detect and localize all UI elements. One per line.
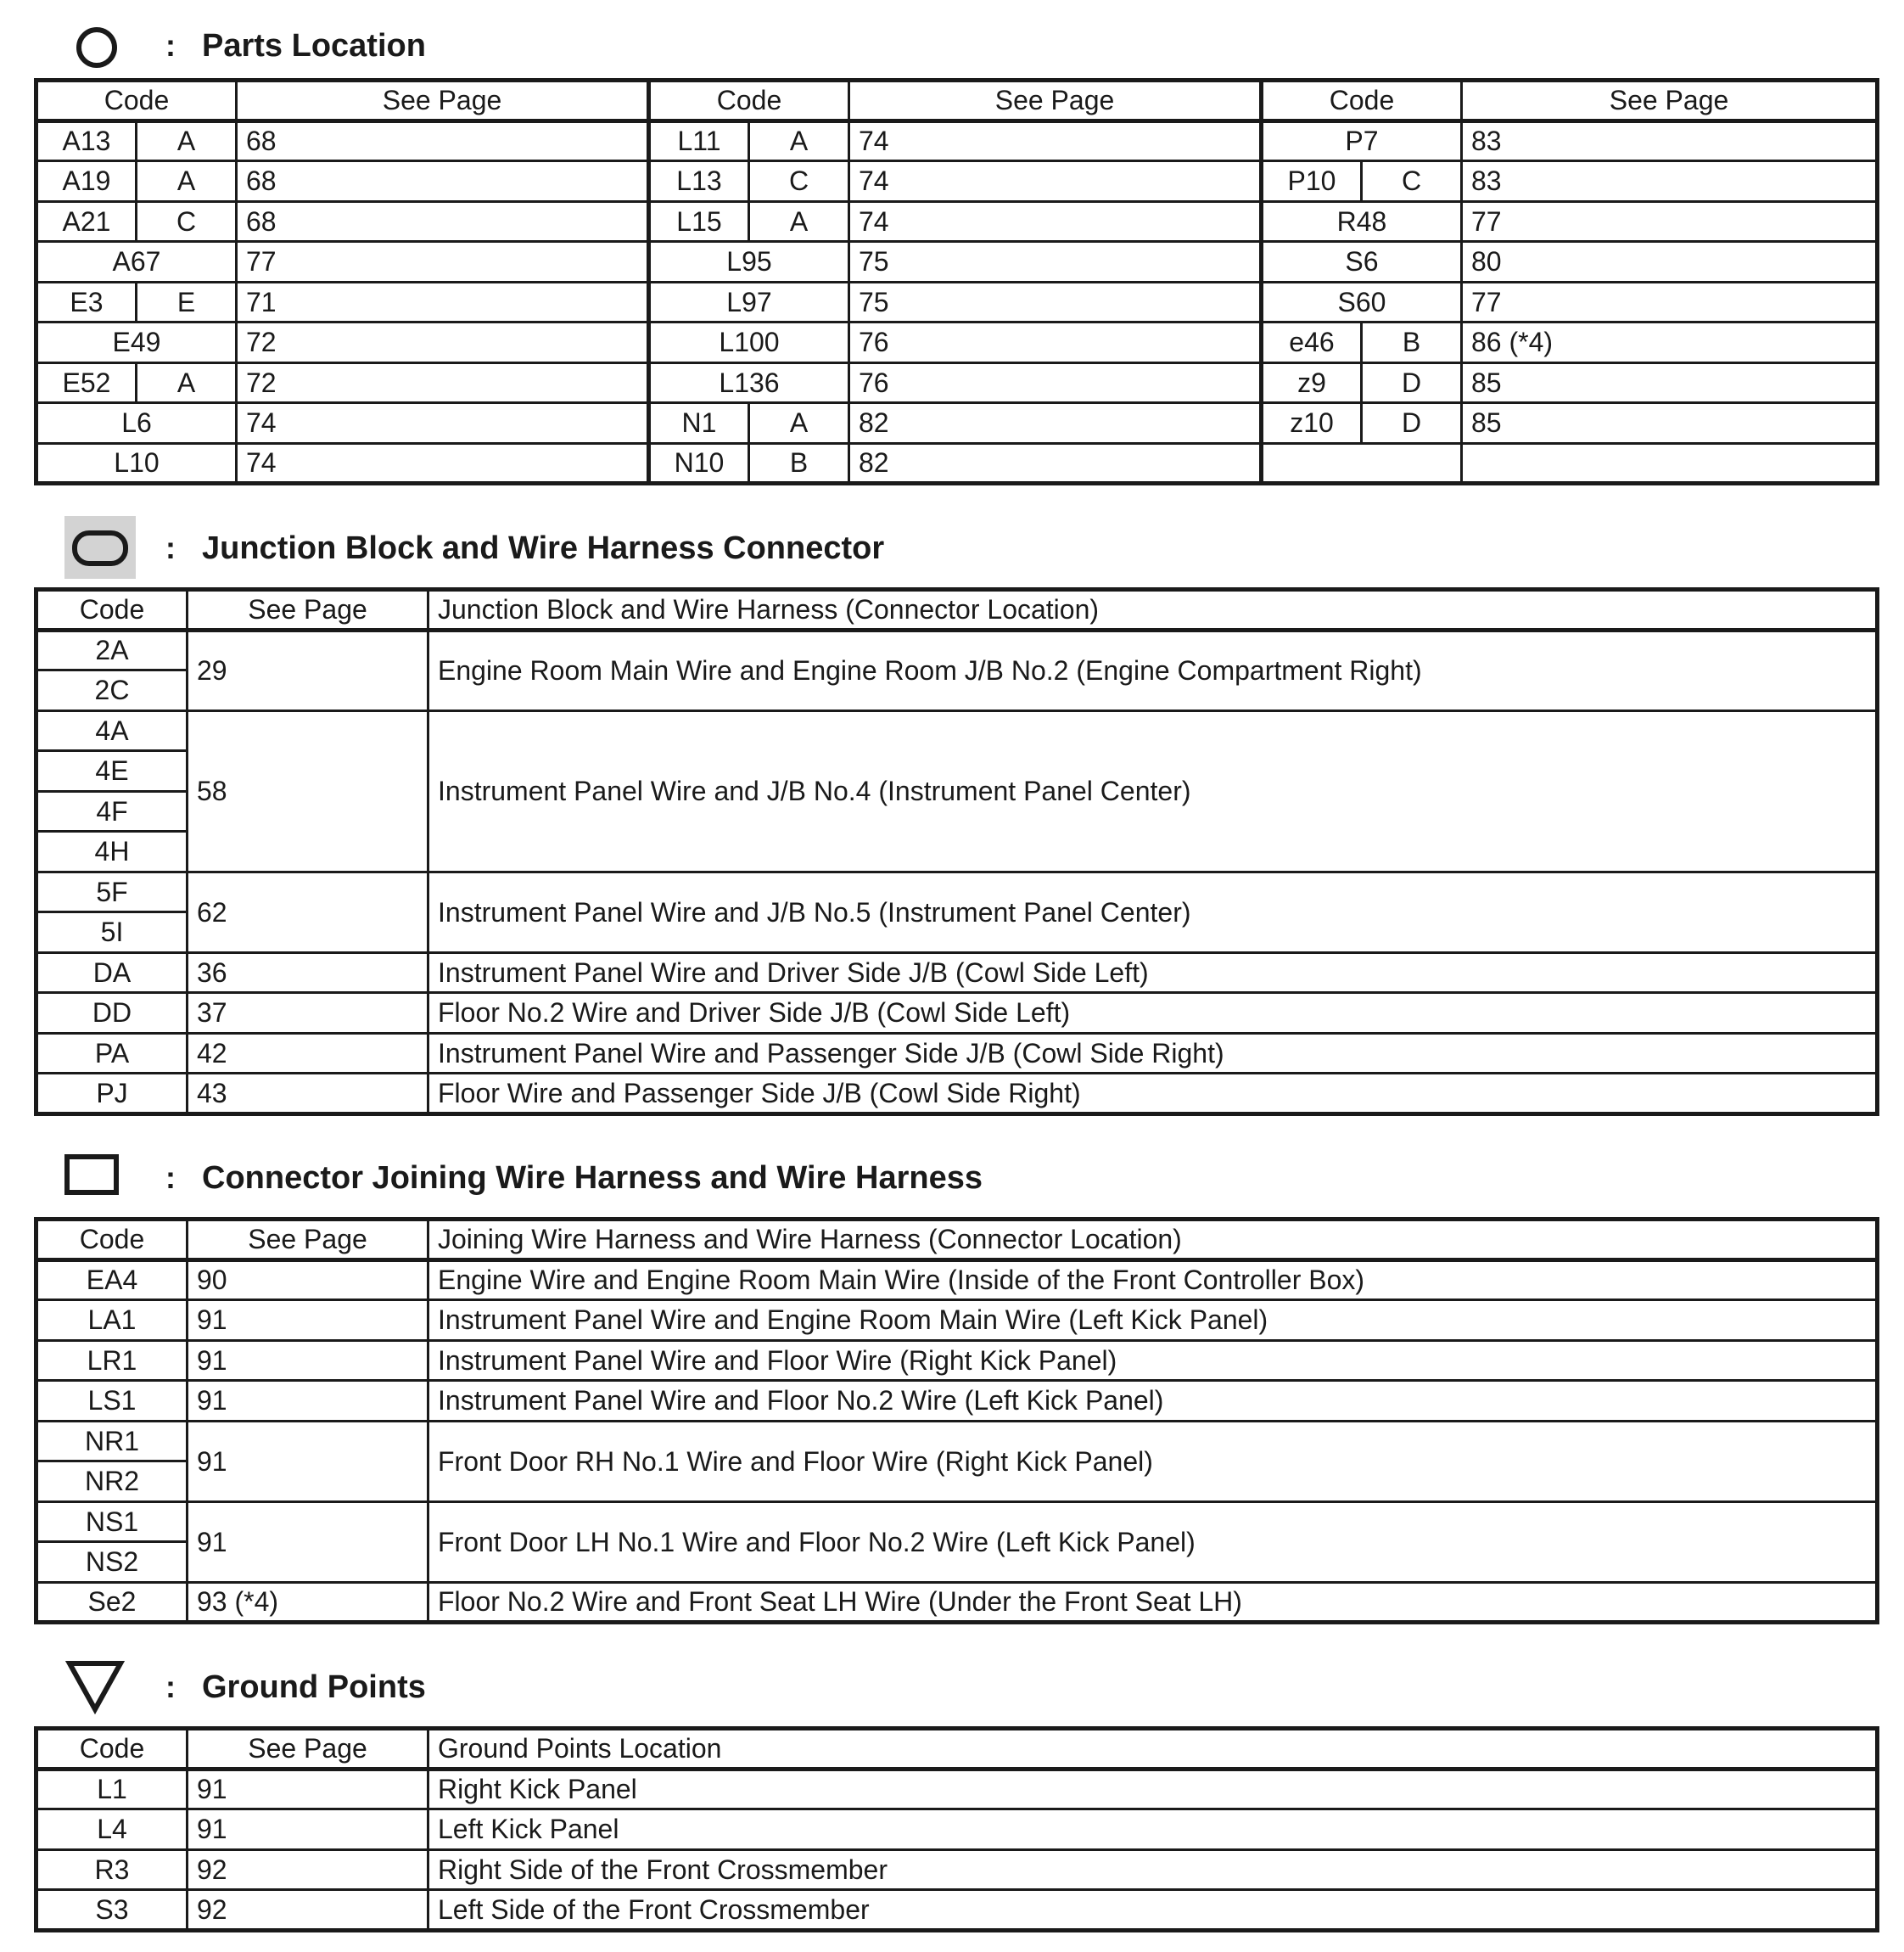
rounded-rect-icon xyxy=(64,516,136,579)
see-page-header: See Page xyxy=(188,1729,428,1770)
see-page-value: 82 xyxy=(849,403,1262,444)
code-cell: LA1 xyxy=(36,1300,188,1341)
see-page-value: 76 xyxy=(849,323,1262,363)
location-cell: Right Side of the Front Crossmember xyxy=(428,1849,1878,1890)
see-page-value: 71 xyxy=(237,282,649,323)
table-row xyxy=(36,1809,1878,1850)
see-page-value: 93 (*4) xyxy=(188,1582,428,1623)
see-page-value: 92 xyxy=(188,1849,428,1890)
location-cell: Floor Wire and Passenger Side J/B (Cowl Side Right) xyxy=(428,1074,1878,1114)
table-header-row xyxy=(36,1729,1878,1770)
code-cell: 4F xyxy=(36,791,188,832)
table-row xyxy=(36,242,1878,283)
table-row xyxy=(36,872,1878,912)
code-cell: PA xyxy=(36,1033,188,1074)
location-cell: Instrument Panel Wire and Floor Wire (Right Kick Panel) xyxy=(428,1340,1878,1381)
see-page-header: See Page xyxy=(849,81,1262,121)
see-page-value: 72 xyxy=(237,323,649,363)
location-cell: Floor No.2 Wire and Driver Side J/B (Cowl Side Left) xyxy=(428,993,1878,1034)
table-row xyxy=(36,1769,1878,1809)
see-page-value: 36 xyxy=(188,952,428,993)
see-page-value: 74 xyxy=(849,121,1262,161)
part-code: S6 xyxy=(1262,242,1462,283)
see-page-value: 76 xyxy=(849,362,1262,403)
code-cell: DA xyxy=(36,952,188,993)
part-sub-code: D xyxy=(1362,362,1462,403)
part-code: A67 xyxy=(36,242,237,283)
location-cell: Instrument Panel Wire and Driver Side J/B (Cowl Side Left) xyxy=(428,952,1878,993)
code-cell: NR2 xyxy=(36,1461,188,1502)
part-code: L6 xyxy=(36,403,237,444)
rectangle-icon xyxy=(64,1154,119,1195)
part-sub-code: B xyxy=(749,443,849,484)
part-code: N1 xyxy=(649,403,749,444)
code-cell: L4 xyxy=(36,1809,188,1850)
part-code: E3 xyxy=(36,282,137,323)
location-cell: Left Kick Panel xyxy=(428,1809,1878,1850)
part-code: R48 xyxy=(1262,201,1462,242)
table-row xyxy=(36,630,1878,670)
code-header: Code xyxy=(1262,81,1462,121)
code-header: Code xyxy=(36,81,237,121)
part-code: L136 xyxy=(649,362,849,403)
table-row xyxy=(36,1849,1878,1890)
table-row xyxy=(36,1582,1878,1623)
table-row xyxy=(36,443,1878,484)
triangle-down-icon xyxy=(64,1658,126,1714)
see-page-value: 37 xyxy=(188,993,428,1034)
see-page-value: 91 xyxy=(188,1340,428,1381)
see-page-value: 91 xyxy=(188,1421,428,1501)
code-cell: Se2 xyxy=(36,1582,188,1623)
code-cell: NS2 xyxy=(36,1542,188,1583)
see-page-header: See Page xyxy=(188,590,428,631)
part-code: L13 xyxy=(649,161,749,202)
location-header: Joining Wire Harness and Wire Harness (Connector Location) xyxy=(428,1220,1878,1260)
see-page-value: 43 xyxy=(188,1074,428,1114)
table-row xyxy=(36,323,1878,363)
see-page-value: 83 xyxy=(1462,121,1878,161)
see-page-value: 68 xyxy=(237,161,649,202)
location-header: Ground Points Location xyxy=(428,1729,1878,1770)
see-page-value: 75 xyxy=(849,282,1262,323)
see-page-value: 29 xyxy=(188,630,428,710)
see-page-header: See Page xyxy=(188,1220,428,1260)
code-cell: 4A xyxy=(36,710,188,751)
part-code: L15 xyxy=(649,201,749,242)
code-cell: PJ xyxy=(36,1074,188,1114)
table-row xyxy=(36,1501,1878,1542)
location-cell: Front Door RH No.1 Wire and Floor Wire (Right Kick Panel) xyxy=(428,1421,1878,1501)
location-cell: Engine Room Main Wire and Engine Room J/B No.2 (Engine Compartment Right) xyxy=(428,630,1878,710)
table-row xyxy=(36,952,1878,993)
table-row xyxy=(36,1381,1878,1422)
code-header: Code xyxy=(649,81,849,121)
section-title: Connector Joining Wire Harness and Wire Harness xyxy=(202,1160,983,1196)
part-sub-code: C xyxy=(1362,161,1462,202)
part-sub-code: A xyxy=(749,403,849,444)
part-code: z9 xyxy=(1262,362,1362,403)
heading-colon: : xyxy=(165,28,176,63)
see-page-value: 90 xyxy=(188,1259,428,1300)
location-cell: Front Door LH No.1 Wire and Floor No.2 Wire (Left Kick Panel) xyxy=(428,1501,1878,1582)
see-page-value: 82 xyxy=(849,443,1262,484)
table-row xyxy=(36,403,1878,444)
see-page-value: 62 xyxy=(188,872,428,952)
heading-colon: : xyxy=(165,530,176,565)
see-page-value: 68 xyxy=(237,201,649,242)
location-cell: Instrument Panel Wire and J/B No.5 (Instrument Panel Center) xyxy=(428,872,1878,952)
code-header: Code xyxy=(36,590,188,631)
part-sub-code: A xyxy=(137,161,237,202)
part-code xyxy=(1262,443,1462,484)
table-row xyxy=(36,710,1878,751)
see-page-value xyxy=(1462,443,1878,484)
part-sub-code: B xyxy=(1362,323,1462,363)
see-page-value: 85 xyxy=(1462,403,1878,444)
part-code: P10 xyxy=(1262,161,1362,202)
connector-joining-table xyxy=(34,1217,1879,1624)
code-cell: NS1 xyxy=(36,1501,188,1542)
part-sub-code: A xyxy=(749,121,849,161)
see-page-value: 75 xyxy=(849,242,1262,283)
see-page-value: 80 xyxy=(1462,242,1878,283)
table-row xyxy=(36,201,1878,242)
code-cell: 5I xyxy=(36,912,188,953)
location-cell: Instrument Panel Wire and J/B No.4 (Instrument Panel Center) xyxy=(428,710,1878,872)
see-page-value: 42 xyxy=(188,1033,428,1074)
code-cell: NR1 xyxy=(36,1421,188,1461)
see-page-value: 77 xyxy=(1462,282,1878,323)
part-code: A13 xyxy=(36,121,137,161)
part-code: L100 xyxy=(649,323,849,363)
code-cell: 4E xyxy=(36,751,188,792)
part-sub-code: A xyxy=(137,121,237,161)
location-cell: Right Kick Panel xyxy=(428,1769,1878,1809)
part-code: N10 xyxy=(649,443,749,484)
see-page-value: 68 xyxy=(237,121,649,161)
part-sub-code: A xyxy=(137,362,237,403)
ground-points-table xyxy=(34,1726,1879,1932)
see-page-value: 77 xyxy=(237,242,649,283)
see-page-value: 83 xyxy=(1462,161,1878,202)
table-header-row xyxy=(36,590,1878,631)
circle-icon xyxy=(75,25,119,70)
table-row xyxy=(36,1033,1878,1074)
see-page-value: 86 (*4) xyxy=(1462,323,1878,363)
code-cell: 2A xyxy=(36,630,188,670)
code-cell: 5F xyxy=(36,872,188,912)
part-sub-code: C xyxy=(137,201,237,242)
see-page-value: 85 xyxy=(1462,362,1878,403)
see-page-header: See Page xyxy=(1462,81,1878,121)
see-page-value: 77 xyxy=(1462,201,1878,242)
table-row xyxy=(36,1340,1878,1381)
connector-joining-heading xyxy=(0,1142,1904,1210)
table-row xyxy=(36,121,1878,161)
table-row xyxy=(36,1300,1878,1341)
part-sub-code: E xyxy=(137,282,237,323)
table-row xyxy=(36,362,1878,403)
heading-colon: : xyxy=(165,1160,176,1195)
junction-block-heading xyxy=(0,513,1904,581)
table-row xyxy=(36,1259,1878,1300)
part-code: L97 xyxy=(649,282,849,323)
code-cell: DD xyxy=(36,993,188,1034)
location-cell: Instrument Panel Wire and Floor No.2 Wire (Left Kick Panel) xyxy=(428,1381,1878,1422)
see-page-header: See Page xyxy=(237,81,649,121)
part-sub-code: C xyxy=(749,161,849,202)
table-row xyxy=(36,282,1878,323)
heading-colon: : xyxy=(165,1669,176,1704)
part-code: E49 xyxy=(36,323,237,363)
part-sub-code: A xyxy=(749,201,849,242)
see-page-value: 74 xyxy=(849,161,1262,202)
part-code: A21 xyxy=(36,201,137,242)
code-cell: 2C xyxy=(36,670,188,711)
code-header: Code xyxy=(36,1729,188,1770)
section-title: Junction Block and Wire Harness Connector xyxy=(202,530,885,566)
code-cell: LR1 xyxy=(36,1340,188,1381)
location-cell: Floor No.2 Wire and Front Seat LH Wire (Under the Front Seat LH) xyxy=(428,1582,1878,1623)
junction-block-table xyxy=(34,587,1879,1116)
part-code: E52 xyxy=(36,362,137,403)
parts-location-table xyxy=(34,78,1879,485)
see-page-value: 72 xyxy=(237,362,649,403)
part-code: S60 xyxy=(1262,282,1462,323)
location-cell: Instrument Panel Wire and Passenger Side J/B (Cowl Side Right) xyxy=(428,1033,1878,1074)
ground-points-heading xyxy=(0,1652,1904,1719)
code-cell: 4H xyxy=(36,832,188,872)
table-row xyxy=(36,161,1878,202)
table-header-row xyxy=(36,1220,1878,1260)
code-cell: L1 xyxy=(36,1769,188,1809)
code-cell: S3 xyxy=(36,1890,188,1931)
code-cell: R3 xyxy=(36,1849,188,1890)
table-row xyxy=(36,1421,1878,1461)
part-code: L95 xyxy=(649,242,849,283)
location-cell: Engine Wire and Engine Room Main Wire (Inside of the Front Controller Box) xyxy=(428,1259,1878,1300)
part-code: L11 xyxy=(649,121,749,161)
see-page-value: 91 xyxy=(188,1381,428,1422)
see-page-value: 91 xyxy=(188,1300,428,1341)
table-row xyxy=(36,1074,1878,1114)
location-cell: Left Side of the Front Crossmember xyxy=(428,1890,1878,1931)
see-page-value: 74 xyxy=(849,201,1262,242)
code-cell: EA4 xyxy=(36,1259,188,1300)
see-page-value: 58 xyxy=(188,710,428,872)
see-page-value: 74 xyxy=(237,443,649,484)
code-cell: LS1 xyxy=(36,1381,188,1422)
part-code: P7 xyxy=(1262,121,1462,161)
section-title: Ground Points xyxy=(202,1669,426,1705)
location-cell: Instrument Panel Wire and Engine Room Main Wire (Left Kick Panel) xyxy=(428,1300,1878,1341)
part-code: z10 xyxy=(1262,403,1362,444)
see-page-value: 91 xyxy=(188,1769,428,1809)
part-sub-code: D xyxy=(1362,403,1462,444)
table-row xyxy=(36,993,1878,1034)
see-page-value: 91 xyxy=(188,1501,428,1582)
see-page-value: 92 xyxy=(188,1890,428,1931)
see-page-value: 91 xyxy=(188,1809,428,1850)
table-header-row xyxy=(36,81,1878,121)
location-header: Junction Block and Wire Harness (Connector Location) xyxy=(428,590,1878,631)
part-code: L10 xyxy=(36,443,237,484)
part-code: A19 xyxy=(36,161,137,202)
parts-location-heading xyxy=(0,12,1904,80)
part-code: e46 xyxy=(1262,323,1362,363)
code-header: Code xyxy=(36,1220,188,1260)
table-row xyxy=(36,1890,1878,1931)
see-page-value: 74 xyxy=(237,403,649,444)
section-title: Parts Location xyxy=(202,28,426,64)
